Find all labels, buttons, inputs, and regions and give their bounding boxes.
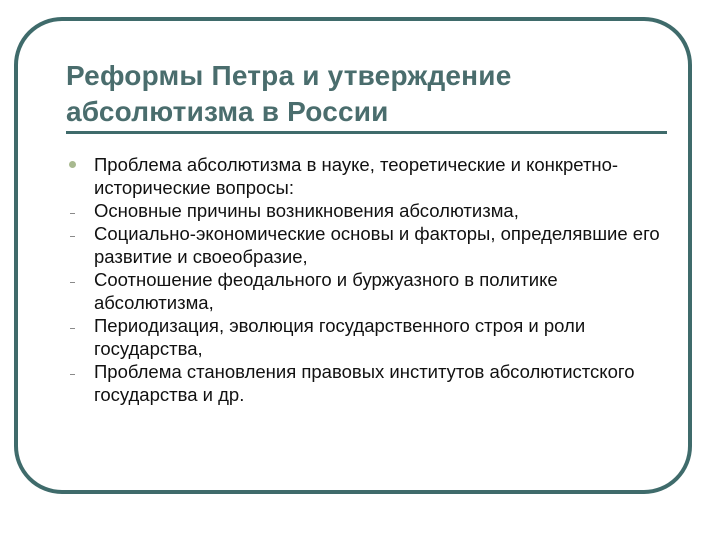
list-item-text: Проблема становления правовых институтов абсолютистского государства и др. [94,361,635,405]
list-item [60,268,670,314]
list-item [60,360,670,406]
bullet-dash-icon [66,360,78,383]
list-item-text: Социально-экономические основы и факторы, определявшие его развитие и своеобразие, [94,223,660,267]
bullet-dot-icon [66,153,78,176]
list-item-text: Соотношение феодального и буржуазного в политике абсолютизма, [94,269,558,313]
slide-title-line-2: абсолютизма в России [66,96,389,127]
list-item [60,199,670,222]
list-item [60,153,670,199]
bullet-dash-icon [66,222,78,245]
list-item-text: Периодизация, эволюция государственного строя и роли государства, [94,315,586,359]
slide-title-line-1: Реформы Петра и утверждение [66,60,512,91]
list-item [60,222,670,268]
bullet-dash-icon [66,199,78,222]
title-underline [66,131,667,134]
content-list [60,153,670,406]
list-item [60,314,670,360]
slide-title [66,58,666,130]
list-item-text: Основные причины возникновения абсолютизма, [94,200,519,221]
bullet-dash-icon [66,314,78,337]
bullet-dash-icon [66,268,78,291]
list-item-text: Проблема абсолютизма в науке, теоретические и конкретно-исторические вопросы: [94,154,619,198]
